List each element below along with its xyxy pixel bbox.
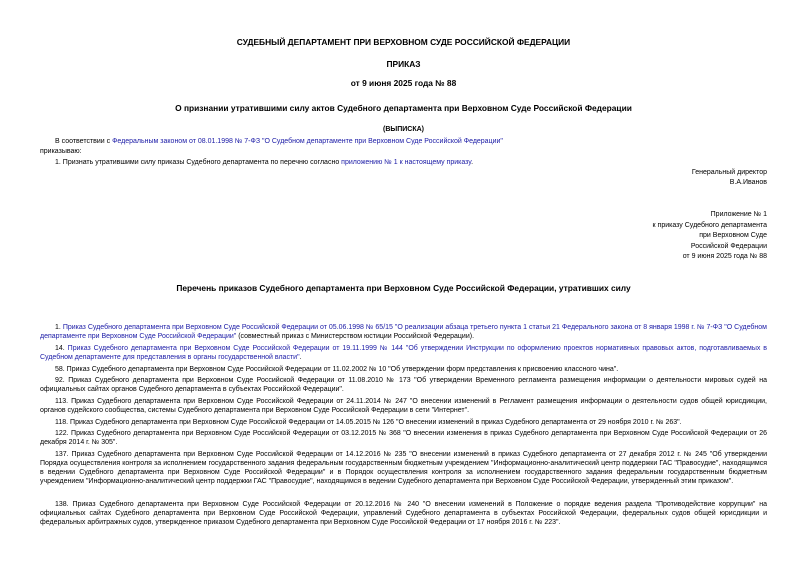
preamble bbox=[40, 137, 767, 146]
appendix-link[interactable]: приложению № 1 к настоящему приказу bbox=[341, 159, 472, 166]
list-item-58: 58. Приказ Судебного департамента при Верховном Суде Российской Федерации от 11.02.2002 № 10 "Об утверждении форм представления к присвоению классного чина". bbox=[55, 366, 619, 373]
signature-name: В.А.Иванов bbox=[729, 179, 767, 186]
list-item-138: 138. Приказ Судебного департамента при Верховном Суде Российской Федерации от 20.12.2016 № 240 "О внесении изменений в Положение о порядке ведения раздела "Противодействие коррупции" на официальных сайтах Судебного департамента при Верховном Суде Российской Федерации, управлений Судебного департамента в субъектах Российской Федерации, федеральных судов общей юрисдикции и федеральных арбитражных судов, утвержденное приказом Судебного департамента при Верховном Суде Российской Федерации от 17 ноября 2016 г. № 223". bbox=[40, 501, 767, 526]
order-item-1-suffix: . bbox=[471, 159, 474, 166]
doc-type: ПРИКАЗ bbox=[386, 59, 421, 69]
list-item-1-rest: (совместный приказ с Министерством юстиции Российской Федерации). bbox=[236, 333, 475, 340]
appendix-line-1: Приложение № 1 bbox=[710, 211, 767, 218]
list-item-14-rest: . bbox=[299, 354, 302, 361]
appendix-line-3: при Верховном Суде bbox=[699, 232, 767, 239]
list-item-14-link[interactable]: Приказ Судебного департамента при Верховном Суде Российской Федерации от 19.11.1999 № 144 "Об утверждении Инструкции по оформлению проектов нормативных правовых актов, подготавливаемых в Судебном департаменте для представления в органы государственной власти" bbox=[40, 345, 767, 361]
list-item-113: 113. Приказ Судебного департамента при Верховном Суде Российской Федерации от 24.11.2014 № 247 "О внесении изменений в Регламент размещения информации о деятельности судов общей юрисдикции, органов судейского сообщества, системы Судебного департамента при Верховном Суде Российской Федерации в сети "Интернет". bbox=[40, 398, 767, 414]
list-item-1-link[interactable]: Приказ Судебного департамента при Верховном Суде Российской Федерации от 05.06.1998 № 65/15 "О реализации абзаца третьего пункта 1 статьи 21 Федерального закона от 8 января 1998 г. № 7-ФЗ "О Судебном департаменте при Верховном Суде Российской Федерации" bbox=[40, 324, 767, 340]
doc-date: от 9 июня 2025 года № 88 bbox=[350, 78, 457, 88]
federal-law-link[interactable]: Федеральным законом от 08.01.1998 № 7-ФЗ "О Судебном департаменте при Верховном Суде Российской Федерации" bbox=[112, 138, 503, 145]
list-item-14-num: 14. bbox=[55, 345, 68, 352]
org-name: СУДЕБНЫЙ ДЕПАРТАМЕНТ ПРИ ВЕРХОВНОМ СУДЕ РОССИЙСКОЙ ФЕДЕРАЦИИ bbox=[236, 37, 571, 47]
order-item-1 bbox=[40, 158, 767, 167]
appendix-line-4: Российской Федерации bbox=[690, 243, 767, 250]
list-item-137: 137. Приказ Судебного департамента при Верховном Суде Российской Федерации от 14.12.2016 № 235 "О внесении изменений в приказ Судебного департамента от 27 декабря 2012 г. № 245 "Об утверждении Порядка осуществления контроля за исполнением государственного задания федеральным государственным бюджетным учреждением "Информационно-аналитический центр поддержки ГАС "Правосудие", находящимся в ведении Судебного департамента при Верховном Суде Российской Федерации" и в Порядок осуществления контроля за исполнением государственного задания федеральным государственным бюджетным учреждением "Информационно-аналитический центр поддержки ГАС "Правосудие", находящимся в ведении Судебного департамента при Верховном Суде Российской Федерации, утвержденный этим приказом". bbox=[40, 451, 767, 485]
signature-position: Генеральный директор bbox=[691, 169, 767, 176]
extract-label: (ВЫПИСКА) bbox=[382, 126, 424, 133]
list-title: Перечень приказов Судебного департамента при Верховном Суде Российской Федерации, утративших силу bbox=[176, 283, 631, 293]
list-item-1 bbox=[40, 323, 767, 341]
order-item-1-prefix: 1. Признать утратившими силу приказы Судебного департамента по перечню согласно bbox=[55, 159, 342, 166]
list-item-118: 118. Приказ Судебного департамента при Верховном Суде Российской Федерации от 14.05.2015 № 126 "О внесении изменений в приказ Судебного департамента от 29 ноября 2010 г. № 263". bbox=[55, 419, 682, 426]
list-item-92: 92. Приказ Судебного департамента при Верховном Суде Российской Федерации от 11.08.2010 № 173 "Об утверждении Временного регламента размещения информации о деятельности мировых судей на официальных сайтах органов Судебного департамента в субъектах Российской Федерации". bbox=[40, 377, 767, 393]
appendix-line-5: от 9 июня 2025 года № 88 bbox=[682, 253, 767, 260]
list-item-1-num: 1. bbox=[55, 324, 63, 331]
list-item-14 bbox=[40, 344, 767, 362]
order-word: приказываю: bbox=[40, 148, 82, 155]
appendix-line-2: к приказу Судебного департамента bbox=[652, 222, 767, 229]
preamble-prefix: В соответствии с bbox=[55, 138, 113, 145]
list-item-122: 122. Приказ Судебного департамента при Верховном Суде Российской Федерации от 03.12.2015 № 368 "О внесении изменения в приказ Судебного департамента при Верховном Суде Российской Федерации от 26 декабря 2014 г. № 305". bbox=[40, 430, 767, 446]
doc-title: О признании утратившими силу актов Судебного департамента при Верховном Суде Российской Федерации bbox=[175, 103, 632, 113]
